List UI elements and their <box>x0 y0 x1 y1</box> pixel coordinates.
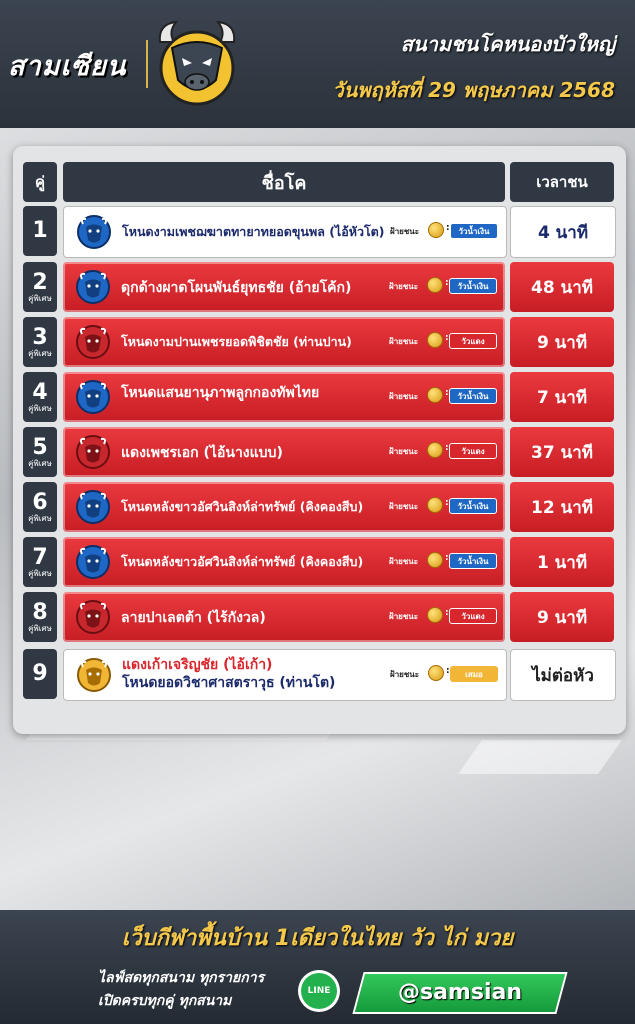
fight-time: 4 นาที <box>510 206 616 258</box>
col-header-pair: คู่ <box>23 162 57 202</box>
pair-number-value: 8 <box>32 599 48 625</box>
pair-number-value: 7 <box>32 544 48 570</box>
bull-name-cell <box>63 317 505 367</box>
bull-name: โหนดแสนยานุภาพลูกกองทัพไทย <box>121 385 320 401</box>
bull-name-cell <box>63 537 505 587</box>
colon: : <box>445 608 449 618</box>
winner-label: ฝ้ายชนะ <box>389 612 419 621</box>
bull-icon <box>75 324 111 360</box>
bull-name-blue: โหนดยอดวิชาศาสตราวุธ (ท่านโต) <box>122 675 336 691</box>
brand-divider <box>146 40 148 88</box>
winner-label: ฝ้ายชนะ <box>389 282 419 291</box>
pair-number <box>23 262 57 312</box>
colon: : <box>445 333 449 343</box>
coin-icon <box>427 442 443 458</box>
col-header-name: ชื่อโค <box>63 162 505 202</box>
pair-number <box>23 649 57 699</box>
header <box>0 0 635 128</box>
footer-headline: เว็บกีฬาพื้นบ้าน 1เดียวในไทย วัว ไก่ มวย <box>121 926 514 951</box>
colon: : <box>445 443 449 453</box>
colon: : <box>445 388 449 398</box>
pair-number-value: 3 <box>32 324 48 350</box>
bull-icon <box>75 434 111 470</box>
line-app-icon[interactable] <box>298 970 340 1012</box>
special-pair-label: คู่พิเศษ <box>28 293 52 303</box>
footer-line-1: ไลฟ์สดทุกสนาม ทุกรายการ <box>98 970 265 986</box>
colon: : <box>445 553 449 563</box>
bull-name-cell <box>63 427 505 477</box>
pair-number-value: 6 <box>32 489 48 515</box>
line-icon-label: LINE <box>301 973 337 1009</box>
special-pair-label: คู่พิเศษ <box>28 623 52 633</box>
line-handle-button[interactable]: @samsian <box>397 979 522 1005</box>
bull-name: โหนดงามเพชฌฆาตทายาทยอดขุนพล (ไอ้หัวโต) <box>122 224 385 239</box>
pair-number <box>23 537 57 587</box>
special-pair-label: คู่พิเศษ <box>28 348 52 358</box>
pair-number <box>23 427 57 477</box>
pair-number <box>23 206 57 256</box>
bull-logo-icon <box>156 18 238 108</box>
result-badge: วัวน้ำเงิน <box>449 553 497 569</box>
result-badge: วัวน้ำเงิน <box>449 388 497 404</box>
result-badge: วัวน้ำเงิน <box>449 498 497 514</box>
result-badge: วัวแดง <box>449 443 497 459</box>
brand-text: สามเซียน <box>8 51 127 82</box>
winner-label: ฝ้ายชนะ <box>389 557 419 566</box>
bull-name-cell <box>63 592 505 642</box>
fight-time: 9 นาที <box>510 317 614 367</box>
bull-name-cell <box>63 649 507 701</box>
coin-icon <box>427 552 443 568</box>
results-table <box>13 146 626 734</box>
bull-name: ดุกด้างผาดโผนพันธ์ยุทธชัย (อ้ายโค้ก) <box>121 280 352 296</box>
pair-number <box>23 372 57 422</box>
pair-number <box>23 592 57 642</box>
coin-icon <box>428 665 444 681</box>
pair-number <box>23 317 57 367</box>
fight-time: 48 นาที <box>510 262 614 312</box>
winner-label: ฝ้ายชนะ <box>389 502 419 511</box>
coin-icon <box>428 222 444 238</box>
result-badge: วัวแดง <box>449 333 497 349</box>
coin-icon <box>427 277 443 293</box>
bull-icon <box>76 657 112 693</box>
bull-icon <box>75 379 111 415</box>
pair-number-value: 2 <box>32 269 48 295</box>
colon: : <box>446 666 450 676</box>
pair-number <box>23 482 57 532</box>
footer-line-2: เปิดครบทุกคู่ ทุกสนาม <box>98 993 232 1009</box>
bull-name: โหนดหลังขาวอัศวินสิงห์ล่าทรัพย์ (คิงคองสีบ) <box>121 499 364 514</box>
coin-icon <box>427 497 443 513</box>
pair-number-value: 5 <box>32 434 48 460</box>
result-badge: วัวน้ำเงิน <box>450 223 498 239</box>
bull-name-cell <box>63 482 505 532</box>
coin-icon <box>427 387 443 403</box>
fight-time: 1 นาที <box>510 537 614 587</box>
fight-time: 37 นาที <box>510 427 614 477</box>
pair-number-value: 1 <box>32 218 48 243</box>
winner-label: ฝ้ายชนะ <box>390 227 420 236</box>
bull-icon <box>76 214 112 250</box>
bull-icon <box>75 489 111 525</box>
colon: : <box>446 223 450 233</box>
special-pair-label: คู่พิเศษ <box>28 458 52 468</box>
coin-icon <box>427 332 443 348</box>
footer <box>0 910 635 1024</box>
winner-label: ฝ้ายชนะ <box>389 392 419 401</box>
bull-icon <box>75 544 111 580</box>
bull-name: โหนดหลังขาวอัศวินสิงห์ล่าทรัพย์ (คิงคองสีบ) <box>121 554 364 569</box>
decor-stripe <box>458 740 622 774</box>
fight-time: 9 นาที <box>510 592 614 642</box>
colon: : <box>445 278 449 288</box>
bull-name-cell <box>63 206 507 258</box>
special-pair-label: คู่พิเศษ <box>28 513 52 523</box>
event-date: วันพฤหัสที่ 29 พฤษภาคม 2568 <box>332 78 615 102</box>
result-badge: วัวแดง <box>449 608 497 624</box>
bull-name: แดงเพชรเอก (ไอ้นางแบบ) <box>121 445 283 461</box>
bull-name-cell <box>63 262 505 312</box>
winner-label: ฝ้ายชนะ <box>390 670 420 679</box>
stadium-title: สนามชนโคหนองบัวใหญ่ <box>400 32 615 56</box>
fight-time: ไม่ต่อหัว <box>510 649 616 701</box>
bull-icon <box>75 599 111 635</box>
bull-name-cell <box>63 372 505 422</box>
result-badge: วัวน้ำเงิน <box>449 278 497 294</box>
colon: : <box>445 498 449 508</box>
bull-name: โหนดงามปานเพชรยอดพิชิตชัย (ท่านปาน) <box>121 334 352 349</box>
pair-number-value: 4 <box>32 379 48 405</box>
special-pair-label: คู่พิเศษ <box>28 568 52 578</box>
coin-icon <box>427 607 443 623</box>
fight-time: 12 นาที <box>510 482 614 532</box>
bull-name-red: แดงเก้าเจริญชัย (ไอ้เก้า) <box>122 657 273 673</box>
special-pair-label: คู่พิเศษ <box>28 403 52 413</box>
winner-label: ฝ้ายชนะ <box>389 337 419 346</box>
fight-time: 7 นาที <box>510 372 614 422</box>
result-badge: เสมอ <box>450 666 498 682</box>
pair-number-value: 9 <box>32 661 48 686</box>
winner-label: ฝ้ายชนะ <box>389 447 419 456</box>
col-header-time: เวลาชน <box>510 162 614 202</box>
bull-icon <box>75 269 111 305</box>
bull-name: ลายปาเลตต้า (ไร้กังวล) <box>121 610 266 626</box>
